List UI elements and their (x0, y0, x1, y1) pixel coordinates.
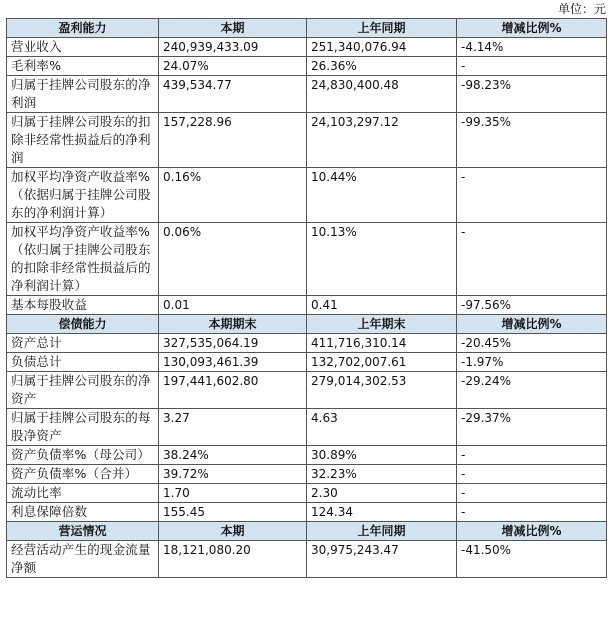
value-cell: 38.24% (159, 446, 307, 465)
value-cell: 24.07% (159, 57, 307, 76)
financial-table (6, 18, 607, 578)
value-cell: 0.01 (159, 296, 307, 315)
table-row (7, 541, 607, 578)
header-cell: 本期 (159, 522, 307, 541)
header-cell: 增减比例% (457, 315, 607, 334)
value-cell: - (457, 503, 607, 522)
value-cell: 1.70 (159, 484, 307, 503)
row-label: 资产负债率%（母公司） (7, 446, 159, 465)
table-row (7, 57, 607, 76)
section-header-operations (7, 522, 607, 541)
row-label: 归属于挂牌公司股东的净利润 (7, 76, 159, 113)
header-cell: 本期 (159, 19, 307, 38)
table-row (7, 409, 607, 446)
value-cell: - (457, 465, 607, 484)
row-label: 流动比率 (7, 484, 159, 503)
value-cell: 4.63 (307, 409, 457, 446)
header-cell: 偿债能力 (7, 315, 159, 334)
row-label: 资产负债率%（合并） (7, 465, 159, 484)
value-cell: -41.50% (457, 541, 607, 578)
row-label: 资产总计 (7, 334, 159, 353)
value-cell: 251,340,076.94 (307, 38, 457, 57)
value-cell: - (457, 446, 607, 465)
table-row (7, 76, 607, 113)
value-cell: 26.36% (307, 57, 457, 76)
value-cell: 155.45 (159, 503, 307, 522)
table-row (7, 113, 607, 168)
header-cell: 本期期末 (159, 315, 307, 334)
table-row (7, 353, 607, 372)
table-row (7, 446, 607, 465)
row-label: 经营活动产生的现金流量净额 (7, 541, 159, 578)
table-row (7, 484, 607, 503)
row-label: 归属于挂牌公司股东的净资产 (7, 372, 159, 409)
value-cell: -4.14% (457, 38, 607, 57)
table-row (7, 296, 607, 315)
value-cell: - (457, 168, 607, 223)
row-label: 归属于挂牌公司股东的扣除非经常性损益后的净利润 (7, 113, 159, 168)
value-cell: -1.97% (457, 353, 607, 372)
value-cell: 39.72% (159, 465, 307, 484)
table-row (7, 168, 607, 223)
row-label: 基本每股收益 (7, 296, 159, 315)
value-cell: -29.24% (457, 372, 607, 409)
row-label: 归属于挂牌公司股东的每股净资产 (7, 409, 159, 446)
section-header-profitability (7, 19, 607, 38)
header-cell: 上年同期 (307, 522, 457, 541)
value-cell: 24,103,297.12 (307, 113, 457, 168)
value-cell: 10.44% (307, 168, 457, 223)
row-label: 加权平均净资产收益率%（依据归属于挂牌公司股东的净利润计算） (7, 168, 159, 223)
table-row (7, 223, 607, 296)
header-cell: 营运情况 (7, 522, 159, 541)
header-cell: 增减比例% (457, 19, 607, 38)
table-row (7, 465, 607, 484)
value-cell: -29.37% (457, 409, 607, 446)
value-cell: 327,535,064.19 (159, 334, 307, 353)
value-cell: 0.16% (159, 168, 307, 223)
table-row (7, 503, 607, 522)
value-cell: 411,716,310.14 (307, 334, 457, 353)
table-row (7, 372, 607, 409)
value-cell: 240,939,433.09 (159, 38, 307, 57)
value-cell: 124.34 (307, 503, 457, 522)
value-cell: 30.89% (307, 446, 457, 465)
row-label: 营业收入 (7, 38, 159, 57)
header-cell: 增减比例% (457, 522, 607, 541)
header-cell: 上年期末 (307, 315, 457, 334)
value-cell: 157,228.96 (159, 113, 307, 168)
row-label: 加权平均净资产收益率%（依归属于挂牌公司股东的扣除非经常性损益后的净利润计算） (7, 223, 159, 296)
value-cell: 3.27 (159, 409, 307, 446)
value-cell: 197,441,602.80 (159, 372, 307, 409)
value-cell: 30,975,243.47 (307, 541, 457, 578)
header-cell: 盈利能力 (7, 19, 159, 38)
section-header-solvency (7, 315, 607, 334)
value-cell: - (457, 57, 607, 76)
table-row (7, 334, 607, 353)
value-cell: 32.23% (307, 465, 457, 484)
row-label: 负债总计 (7, 353, 159, 372)
value-cell: 439,534.77 (159, 76, 307, 113)
table-row (7, 38, 607, 57)
value-cell: -99.35% (457, 113, 607, 168)
value-cell: 0.41 (307, 296, 457, 315)
value-cell: 18,121,080.20 (159, 541, 307, 578)
row-label: 利息保障倍数 (7, 503, 159, 522)
value-cell: 279,014,302.53 (307, 372, 457, 409)
value-cell: 10.13% (307, 223, 457, 296)
value-cell: - (457, 484, 607, 503)
value-cell: 24,830,400.48 (307, 76, 457, 113)
value-cell: 0.06% (159, 223, 307, 296)
header-cell: 上年同期 (307, 19, 457, 38)
value-cell: 132,702,007.61 (307, 353, 457, 372)
value-cell: -98.23% (457, 76, 607, 113)
row-label: 毛利率% (7, 57, 159, 76)
value-cell: -20.45% (457, 334, 607, 353)
value-cell: -97.56% (457, 296, 607, 315)
unit-label: 单位：元 (557, 2, 606, 16)
value-cell: 130,093,461.39 (159, 353, 307, 372)
value-cell: 2.30 (307, 484, 457, 503)
value-cell: - (457, 223, 607, 296)
